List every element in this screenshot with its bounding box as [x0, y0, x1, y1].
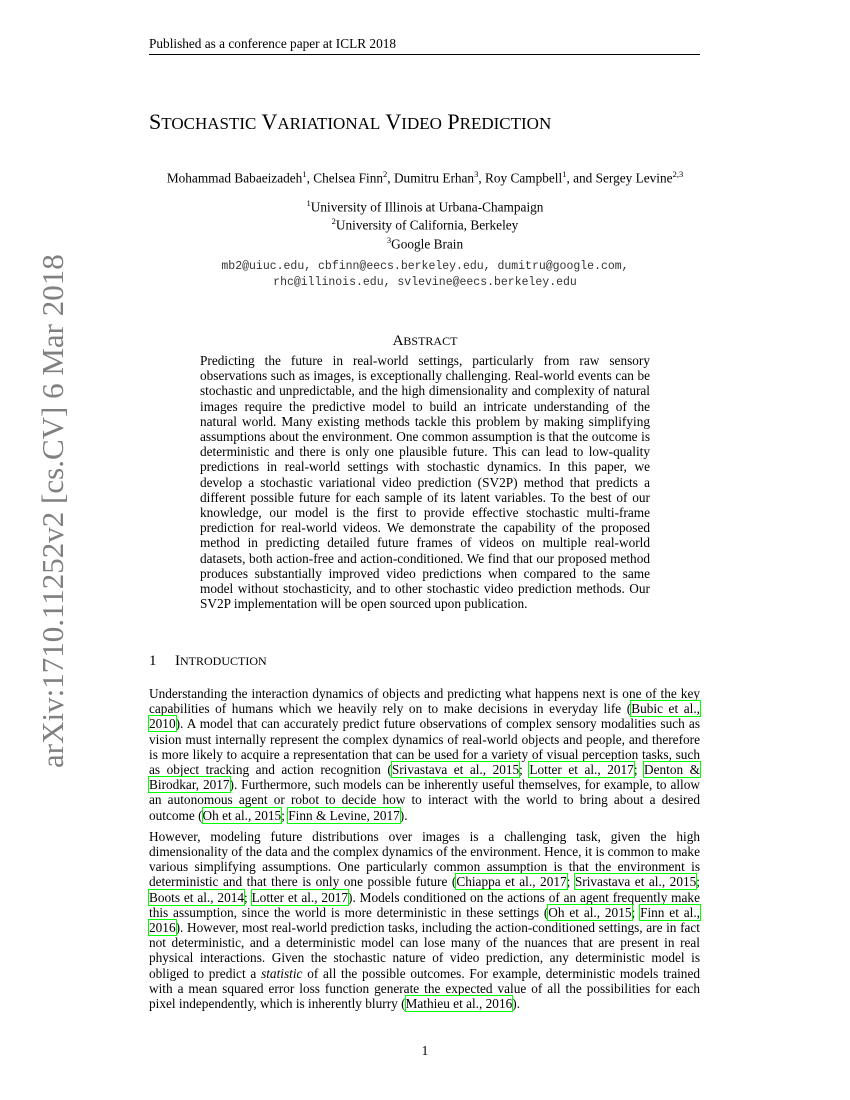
heading-cap: I [175, 653, 180, 669]
citation-link[interactable]: Bubic et al., 2010 [149, 701, 700, 732]
introduction-body [149, 686, 700, 1017]
citation-link[interactable]: Boots et al., 2014 [149, 889, 245, 905]
section-number: 1 [149, 653, 157, 669]
abstract-text: Predicting the future in real-world settings, particularly from raw sensory observations such as images, is exceptionally challenging. Real-world events can be stochastic and unpredictable, and the high dimensionality and complexity of natural images require the predictive model to build an intricate understanding of the natural world. Many existing methods tackle this problem by making simplifying assumptions about the environment. One common assumption is that the outcome is deterministic and there is only one plausible future. This can lead to low-quality predictions in real-world settings with stochastic dynamics. In this paper, we develop a stochastic variational video prediction (SV2P) method that predicts a different possible future for each sample of its latent variables. To the best of our knowledge, our model is the first to provide effective stochastic multi-frame prediction for real-world videos. We demonstrate the capability of the proposed method in predicting detailed future frames of videos on multiple real-world datasets, both action-free and action-conditioned. We find that our proposed method produces substantially improved video predictions when compared to the same model without stochasticity, and to other stochastic video prediction methods. Our SV2P implementation will be open sourced upon publication. [200, 353, 650, 612]
title-cap: V [261, 109, 278, 134]
heading-cap: A [392, 333, 404, 349]
paragraph-text: ). Furthermore, such models can be inherently useful themselves, for example, to allow an autonomous agent or robot to decide how to interact with the world to bring about a desired outcome ( [149, 777, 701, 823]
running-header: Published as a conference paper at ICLR 2018 [149, 36, 700, 55]
paragraph-text: of all the possible outcomes. For example, deterministic models trained with a mean squared error loss function generate the expected value of all the possibilities for each pixel independently, which is inherently blurry ( [149, 965, 701, 1012]
paragraph [149, 829, 700, 1011]
paragraph-text: ). A model that can accurately predict future observations of complex sensory modalities such as vision must internally represent the complex dynamics of real-world objects and people, and therefore is more likely to acquire a representation that can be used for a variety of visual perception tasks, such as object tracking and action recognition ( [149, 716, 700, 778]
paragraph-text: Understanding the interaction dynamics of objects and predicting what happens next is one of the key capabilities of humans which we heavily rely on to make decisions in everyday life ( [149, 686, 700, 717]
abstract-heading [0, 332, 850, 350]
author-affil-mark: 2 [383, 169, 388, 179]
citation-link[interactable]: Srivastava et al., 2015 [391, 762, 520, 778]
author-affil-mark: 1 [562, 169, 567, 179]
author-separator: , [306, 170, 314, 186]
title-rest: IDEO [401, 114, 442, 133]
citation-link[interactable]: Srivastava et al., 2015 [574, 874, 697, 890]
citation-link[interactable]: Lotter et al., 2017 [251, 889, 349, 905]
citation-link[interactable]: Chiappa et al., 2017 [456, 874, 567, 890]
paragraph-text: ). Models conditioned on the actions of an agent frequently make this assumption, since the world is more deterministic in these settings ( [149, 889, 700, 920]
citation-link[interactable]: Lotter et al., 2017 [529, 762, 634, 778]
citation-link[interactable]: Mathieu et al., 2016 [405, 996, 513, 1012]
paragraph-text: ). [512, 996, 521, 1012]
author-emails [0, 259, 850, 291]
citation-separator: ; [281, 807, 289, 823]
author-separator: , and [566, 170, 596, 186]
email-line: mb2@uiuc.edu, cbfinn@eecs.berkeley.edu, dumitru@google.com, [221, 260, 629, 273]
citation-separator: ; [696, 874, 700, 890]
author-affil-mark: 3 [474, 169, 479, 179]
author-name: Sergey Levine [595, 170, 673, 186]
citation-separator: ; [519, 762, 530, 778]
paragraph-text: However, modeling future distributions over images is a challenging task, given the high dimensionality of the data and the complex dynamics of the environment. Hence, it is common to make various simplifying assumptions. One particularly common assumption is that the environment is deterministic and that there is only one possible future ( [149, 828, 700, 890]
affiliation-line [0, 214, 850, 232]
author-name: Mohammad Babaeizadeh [166, 170, 303, 186]
title-cap: S [149, 109, 162, 134]
paper-title [149, 108, 749, 138]
affiliation-name: University of California, Berkeley [335, 217, 519, 233]
citation-link[interactable]: Denton & Birodkar, 2017 [149, 762, 701, 793]
author-affil-mark: 1 [302, 169, 307, 179]
author-name: Chelsea Finn [313, 170, 384, 186]
citation-separator: ; [631, 904, 641, 920]
title-rest: ARIATIONAL [277, 114, 381, 133]
affiliations [0, 196, 850, 251]
author-separator: , [478, 170, 485, 186]
affiliation-name: Google Brain [391, 236, 464, 252]
affiliation-mark: 1 [306, 198, 311, 208]
page-number: 1 [421, 1043, 429, 1058]
author-name: Roy Campbell [485, 170, 563, 186]
author-list [0, 166, 850, 186]
title-cap: V [385, 109, 402, 134]
heading-rest: NTRODUCTION [180, 654, 267, 668]
citation-separator: ; [244, 889, 252, 905]
title-rest: REDICTION [459, 114, 552, 133]
citation-link[interactable]: Oh et al., 2015 [548, 904, 632, 920]
affiliation-name: University of Illinois at Urbana-Champaign [310, 199, 544, 215]
emphasis: statistic [261, 965, 303, 981]
paragraph-text: ). [399, 807, 408, 823]
author-separator: , [387, 170, 394, 186]
paragraph [149, 686, 700, 823]
affiliation-line [0, 233, 850, 251]
heading-rest: BSTRACT [403, 334, 458, 348]
citation-link[interactable]: Finn et al., 2016 [149, 904, 700, 936]
author-name: Dumitru Erhan [393, 170, 475, 186]
citation-link[interactable]: Finn & Levine, 2017 [288, 807, 400, 823]
affiliation-mark: 2 [331, 216, 336, 227]
paragraph-text: ). However, most real-world prediction tasks, including the action-conditioned settings, are in fact not deterministic, and a deterministic model can lose many of the nuances that are present in real physical interactions. Given the stochastic nature of video prediction, any deterministic model is obliged to predict a [149, 920, 700, 981]
email-line: rhc@illinois.edu, svlevine@eecs.berkeley.edu [273, 276, 577, 289]
author-affil-mark: 2,3 [672, 169, 684, 179]
citation-separator: ; [633, 762, 645, 778]
affiliation-mark: 3 [386, 234, 392, 245]
citation-link[interactable]: Oh et al., 2015 [202, 807, 282, 823]
citation-separator: ; [566, 874, 575, 890]
arxiv-identifier-stamp: arXiv:1710.11252v2 [cs.CV] 6 Mar 2018 [35, 254, 70, 768]
title-cap: P [447, 109, 460, 134]
affiliation-line [0, 196, 850, 214]
title-rest: TOCHASTIC [161, 114, 257, 133]
section-heading-introduction [149, 652, 267, 670]
